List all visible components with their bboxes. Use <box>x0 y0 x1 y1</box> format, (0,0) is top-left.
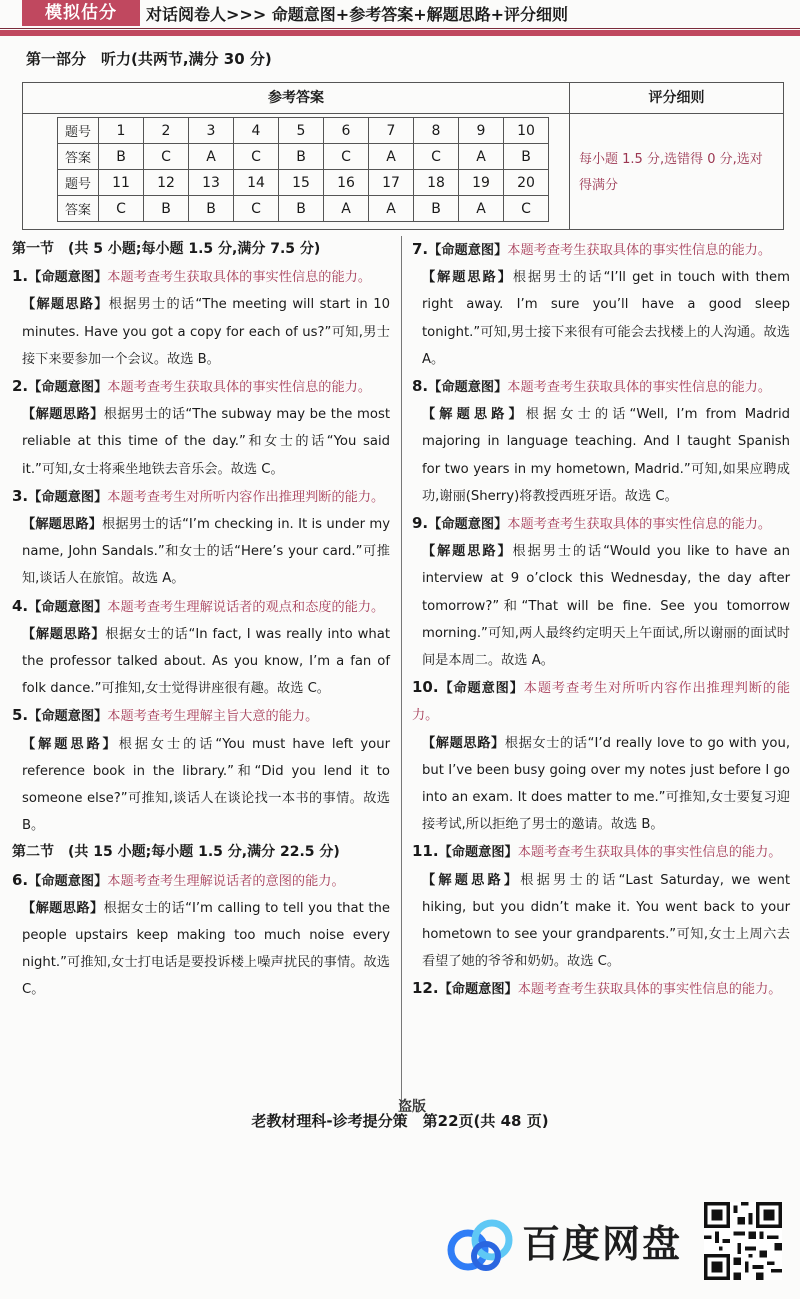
intent-tag: 【命题意图】 <box>438 681 524 697</box>
answer-cell: A <box>459 144 504 170</box>
row-label: 题号 <box>58 170 99 196</box>
idea-text: 根据男士的话“I’ll get in touch with them right away. I’m sure you’ll have a good sleep tonight.”可知,男士接下来很有可能会去找楼上的人沟通。故选 A。 <box>422 270 790 367</box>
intent-text: 本题考查考生获取具体的事实性信息的能力。 <box>107 270 372 286</box>
column-divider <box>401 236 402 1106</box>
question-number: 10. <box>412 678 439 697</box>
question-number: 16 <box>324 170 369 196</box>
question-number: 13 <box>189 170 234 196</box>
section-heading: 第一节 (共 5 小题;每小题 1.5 分,满分 7.5 分) <box>12 241 321 257</box>
page-footer: 老教材理科-诊考提分策 第22页(共 48 页) <box>251 1112 549 1130</box>
intent-text: 本题考查考生获取具体的事实性信息的能力。 <box>507 243 772 258</box>
question-intent <box>412 373 790 401</box>
answer-cell: B <box>144 196 189 222</box>
question-number: 11 <box>99 170 144 196</box>
piracy-stamp: 盗版 <box>398 1099 426 1115</box>
answer-cell: A <box>369 144 414 170</box>
question-number: 1. <box>12 267 29 286</box>
table-row <box>58 118 549 144</box>
question-intent <box>12 702 390 730</box>
intent-text: 本题考查考生获取具体的事实性信息的能力。 <box>517 845 782 861</box>
solution-idea <box>12 731 390 840</box>
brand-name: 百度网盘 <box>522 1222 683 1266</box>
question-number: 9 <box>459 118 504 144</box>
answer-cell: A <box>324 196 369 222</box>
question-intent <box>412 674 790 729</box>
question-number: 8. <box>412 377 429 396</box>
question-number: 15 <box>279 170 324 196</box>
question-number: 20 <box>504 170 549 196</box>
question-number: 7 <box>369 118 414 144</box>
question-number: 7. <box>412 240 429 258</box>
question-number: 2 <box>144 118 189 144</box>
intent-tag: 【命题意图】 <box>28 380 108 396</box>
intent-text: 本题考查考生获取具体的事实性信息的能力。 <box>107 380 372 396</box>
question-number: 17 <box>369 170 414 196</box>
grading-header: 评分细则 <box>570 83 783 114</box>
part-title: 第一部分 听力(共两节,满分 30 分) <box>26 50 272 68</box>
intent-tag: 【命题意图】 <box>28 709 108 725</box>
question-intent <box>412 975 790 1003</box>
answer-cell: B <box>189 196 234 222</box>
answer-cell: C <box>234 144 279 170</box>
intent-text: 本题考查考生对所听内容作出推理判断的能力。 <box>412 681 791 724</box>
answer-cell: B <box>504 144 549 170</box>
question-number: 11. <box>412 842 439 861</box>
intent-tag: 【命题意图】 <box>438 982 518 998</box>
question-intent <box>12 373 390 401</box>
baidu-netdisk-logo-icon <box>446 1214 518 1274</box>
page-header <box>0 0 800 38</box>
idea-tag: 【解题思路】 <box>422 270 513 286</box>
intent-tag: 【命题意图】 <box>438 845 518 861</box>
answer-cell: B <box>99 144 144 170</box>
question-number: 3 <box>189 118 234 144</box>
question-number: 5. <box>12 706 29 725</box>
idea-text: 根据女士的话“I’m calling to tell you that the people upstairs keep making too much noise every night.”可推知,女士打电话是要投诉楼上噪声扰民的事情。故选 C。 <box>22 900 391 998</box>
answer-cell: C <box>324 144 369 170</box>
header-accent-rule <box>0 30 800 36</box>
answer-cell: C <box>504 196 549 222</box>
intent-tag: 【命题意图】 <box>428 517 508 533</box>
intent-tag: 【命题意图】 <box>428 380 508 396</box>
intent-text: 本题考查考生理解主旨大意的能力。 <box>107 709 319 725</box>
question-number: 12 <box>144 170 189 196</box>
intent-text: 本题考查考生理解说话者的观点和态度的能力。 <box>107 599 385 615</box>
idea-text: 根据女士的话“In fact, I was really into what the professor talked about. As you know, I’m a fan of folk dance.”可推知,女士觉得讲座很有趣。故选 C。 <box>22 626 391 697</box>
answer-cell: B <box>279 196 324 222</box>
table-row <box>58 170 549 196</box>
idea-text: 根据女士的话“I’d really love to go with you, but I’ve been busy going over my notes just before I go into an exam. It does matter to me.”可推知,女士要复习迎接考试,所以拒绝了男士的邀请。故选 B。 <box>422 735 791 833</box>
left-column <box>12 236 390 1004</box>
solution-idea <box>412 264 790 373</box>
table-row <box>58 196 549 222</box>
question-number: 3. <box>12 486 29 505</box>
solution-idea <box>412 730 790 839</box>
idea-tag: 【解题思路】 <box>422 735 505 751</box>
question-intent <box>412 236 790 264</box>
intent-tag: 【命题意图】 <box>428 243 508 258</box>
idea-tag: 【解题思路】 <box>422 544 513 560</box>
intent-text: 本题考查考生理解说话者的意图的能力。 <box>107 873 345 889</box>
answer-box-divider <box>569 83 570 229</box>
row-label: 答案 <box>58 196 99 222</box>
idea-text: 根据男士的话“The meeting will start in 10 minutes. Have you got a copy for each of us?”可知,男士接下来要参加一个会议。故选 B。 <box>22 297 391 367</box>
answer-table <box>57 117 549 222</box>
answer-box <box>22 82 784 230</box>
question-number: 1 <box>99 118 144 144</box>
answer-cell: A <box>459 196 504 222</box>
intent-text: 本题考查考生对所听内容作出推理判断的能力。 <box>107 489 385 505</box>
idea-tag: 【解题思路】 <box>22 407 104 423</box>
question-number: 4 <box>234 118 279 144</box>
row-label: 题号 <box>58 118 99 144</box>
question-number: 18 <box>414 170 459 196</box>
intent-tag: 【命题意图】 <box>28 489 108 505</box>
intent-text: 本题考查考生获取具体的事实性信息的能力。 <box>507 380 772 396</box>
question-number: 2. <box>12 377 29 396</box>
idea-tag: 【解题思路】 <box>22 517 103 533</box>
answer-cell: C <box>234 196 279 222</box>
idea-text: 根据男士的话“The subway may be the most reliable at this time of the day.”和女士的话“You said it.”可知,女士将乘坐地铁去音乐会。故选 C。 <box>22 407 390 477</box>
answer-cell: A <box>369 196 414 222</box>
intent-tag: 【命题意图】 <box>28 599 108 615</box>
answer-cell: C <box>144 144 189 170</box>
answer-cell: B <box>414 196 459 222</box>
idea-tag: 【解题思路】 <box>22 900 104 916</box>
solution-idea <box>12 401 390 483</box>
idea-text: 根据女士的话“You must have left your reference book in the library.”和“Did you lend it to someone else?”可推知,谈话人在谈论找一本书的事情。故选 B。 <box>22 736 391 834</box>
section-heading: 第二节 (共 15 小题;每小题 1.5 分,满分 22.5 分) <box>12 844 340 861</box>
question-number: 6. <box>12 870 29 889</box>
idea-text: 根据男士的话“Would you like to have an interview at 9 o’clock this Wednesday, the day after tomorrow?”和“That will be fine. See you tomorrow morning.”可知,两人最终约定明天上午面试,所以谢丽的面试时间是本周二。故选 A。 <box>422 544 790 669</box>
idea-tag: 【解题思路】 <box>22 297 109 313</box>
question-number: 19 <box>459 170 504 196</box>
idea-tag: 【解题思路】 <box>22 736 119 752</box>
grading-note: 每小题 1.5 分,选错得 0 分,选对得满分 <box>579 152 763 193</box>
question-number: 12. <box>412 979 439 998</box>
answer-cell: A <box>189 144 234 170</box>
idea-text: 根据男士的话“Last Saturday, we went hiking, but you didn’t make it. You went back to your hometown to see your grandparents.”可知,女士上周六去看望了她的爷爷和奶奶。故选 C。 <box>422 872 790 970</box>
idea-tag: 【解题思路】 <box>422 407 526 423</box>
question-number: 6 <box>324 118 369 144</box>
question-intent <box>412 510 790 538</box>
answer-cell: C <box>414 144 459 170</box>
question-number: 5 <box>279 118 324 144</box>
question-intent <box>412 838 790 866</box>
intent-text: 本题考查考生获取具体的事实性信息的能力。 <box>507 517 772 533</box>
solution-idea <box>12 511 390 593</box>
idea-tag: 【解题思路】 <box>422 872 521 888</box>
question-intent <box>12 263 390 291</box>
right-column <box>412 236 790 1004</box>
solution-idea <box>12 895 390 1004</box>
solution-idea <box>412 401 790 510</box>
solution-idea <box>12 621 390 703</box>
question-number: 8 <box>414 118 459 144</box>
solution-idea <box>412 538 790 674</box>
solution-idea <box>12 291 390 373</box>
answer-cell: C <box>99 196 144 222</box>
question-intent <box>12 867 390 895</box>
question-number: 10 <box>504 118 549 144</box>
intent-tag: 【命题意图】 <box>28 873 108 889</box>
question-number: 14 <box>234 170 279 196</box>
header-divider <box>0 28 800 29</box>
section-tag: 模拟估分 <box>22 0 140 26</box>
question-intent <box>12 483 390 511</box>
question-intent <box>12 593 390 621</box>
reference-answer-header: 参考答案 <box>23 83 569 114</box>
table-row <box>58 144 549 170</box>
answer-cell: B <box>279 144 324 170</box>
intent-text: 本题考查考生获取具体的事实性信息的能力。 <box>517 982 782 998</box>
header-title: 对话阅卷人>>> 命题意图+参考答案+解题思路+评分细则 <box>146 5 569 24</box>
row-label: 答案 <box>58 144 99 170</box>
idea-text: 根据女士的话“Well, I’m from Madrid majoring in language teaching. And I taught Spanish for two years in my hometown, Madrid.”可知,如果应聘成功,谢丽(Sherry)将教授西班牙语。故选 C。 <box>422 407 791 504</box>
solution-idea <box>412 867 790 976</box>
idea-tag: 【解题思路】 <box>22 626 106 642</box>
qr-code-icon <box>704 1202 782 1280</box>
intent-tag: 【命题意图】 <box>28 270 108 286</box>
idea-text: 根据男士的话“I’m checking in. It is under my name, John Sandals.”和女士的话“Here’s your card.”可推知,谈话人在旅馆。故选 A。 <box>22 517 390 587</box>
question-number: 4. <box>12 596 29 615</box>
question-number: 9. <box>412 514 429 533</box>
